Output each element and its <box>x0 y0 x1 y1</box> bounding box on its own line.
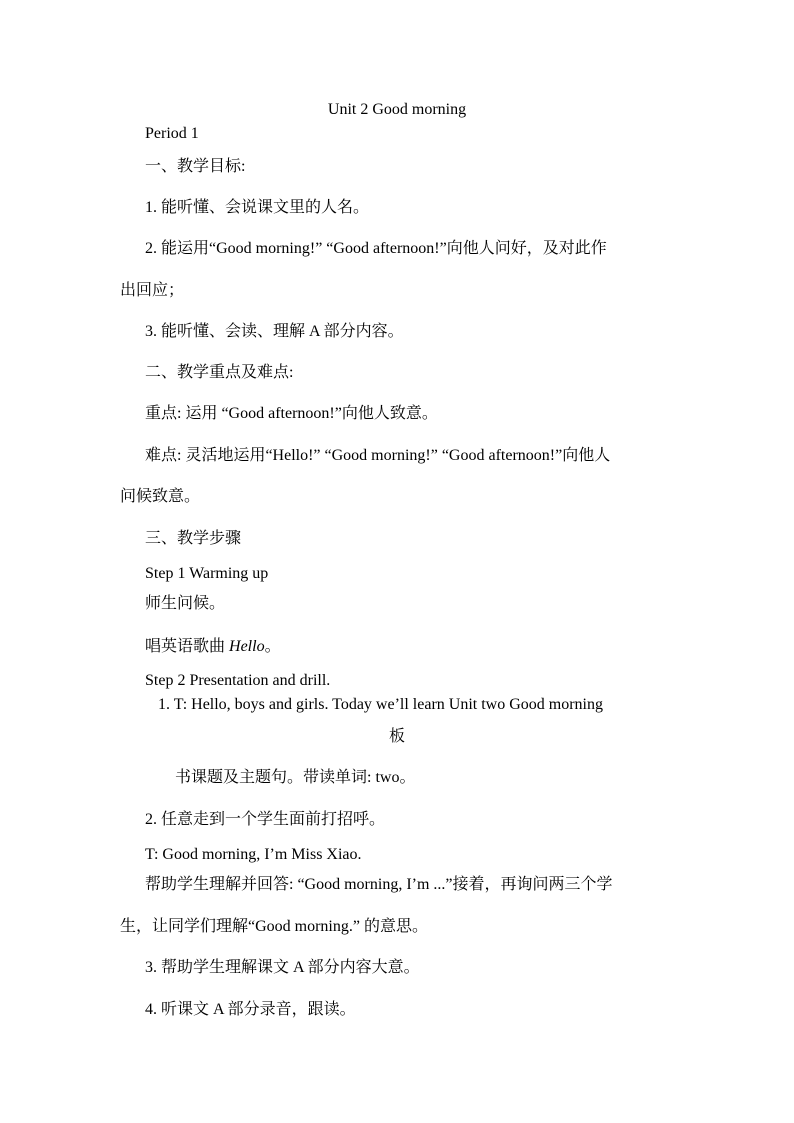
section-heading-steps: 三、教学步骤 <box>145 530 242 547</box>
teacher-line: T: Good morning, I’m Miss Xiao. <box>145 846 362 863</box>
step-1-heading: Step 1 Warming up <box>145 565 269 582</box>
step-2-item-1: 1. T: Hello, boys and girls. Today we’ll learn Unit two Good morning <box>158 696 603 713</box>
document-title: Unit 2 Good morning <box>327 101 467 118</box>
step-2-item-2-detail-continued: 生，让同学们理解“Good morning.” 的意思。 <box>120 918 428 935</box>
step-2-item-1-wrap: 板 <box>389 728 406 745</box>
song-period: 。 <box>264 638 281 655</box>
section-heading-key-points: 二、教学重点及难点: <box>145 364 294 381</box>
step-2-item-2: 2. 任意走到一个学生面前打招呼。 <box>145 811 386 828</box>
key-point: 重点: 运用 “Good afternoon!”向他人致意。 <box>145 405 438 422</box>
step-1-song <box>145 637 281 657</box>
song-label: 唱英语歌曲 <box>145 638 230 655</box>
song-title: Hello <box>229 638 265 655</box>
section-heading-objectives: 一、教学目标: <box>145 158 246 175</box>
step-2-heading: Step 2 Presentation and drill. <box>145 672 331 689</box>
step-1-greeting: 师生问候。 <box>145 595 226 612</box>
step-2-item-2-detail: 帮助学生理解并回答: “Good morning, I’m ...”接着，再询问两三个学 <box>145 876 613 893</box>
objective-item-3: 3. 能听懂、会读、理解 A 部分内容。 <box>145 323 404 340</box>
difficult-point-continued: 问候致意。 <box>120 488 201 505</box>
step-2-item-4: 4. 听课文 A 部分录音，跟读。 <box>145 1001 356 1018</box>
period-heading: Period 1 <box>145 125 199 142</box>
difficult-point: 难点: 灵活地运用“Hello!” “Good morning!” “Good afternoon!”向他人 <box>145 447 611 464</box>
objective-item-1: 1. 能听懂、会说课文里的人名。 <box>145 199 370 216</box>
step-2-item-3: 3. 帮助学生理解课文 A 部分内容大意。 <box>145 959 420 976</box>
objective-item-2-continued: 出回应； <box>120 282 185 299</box>
step-2-item-1-detail: 书课题及主题句。带读单词: two。 <box>175 769 416 786</box>
objective-item-2: 2. 能运用“Good morning!” “Good afternoon!”向他人问好，及对此作 <box>145 240 607 257</box>
